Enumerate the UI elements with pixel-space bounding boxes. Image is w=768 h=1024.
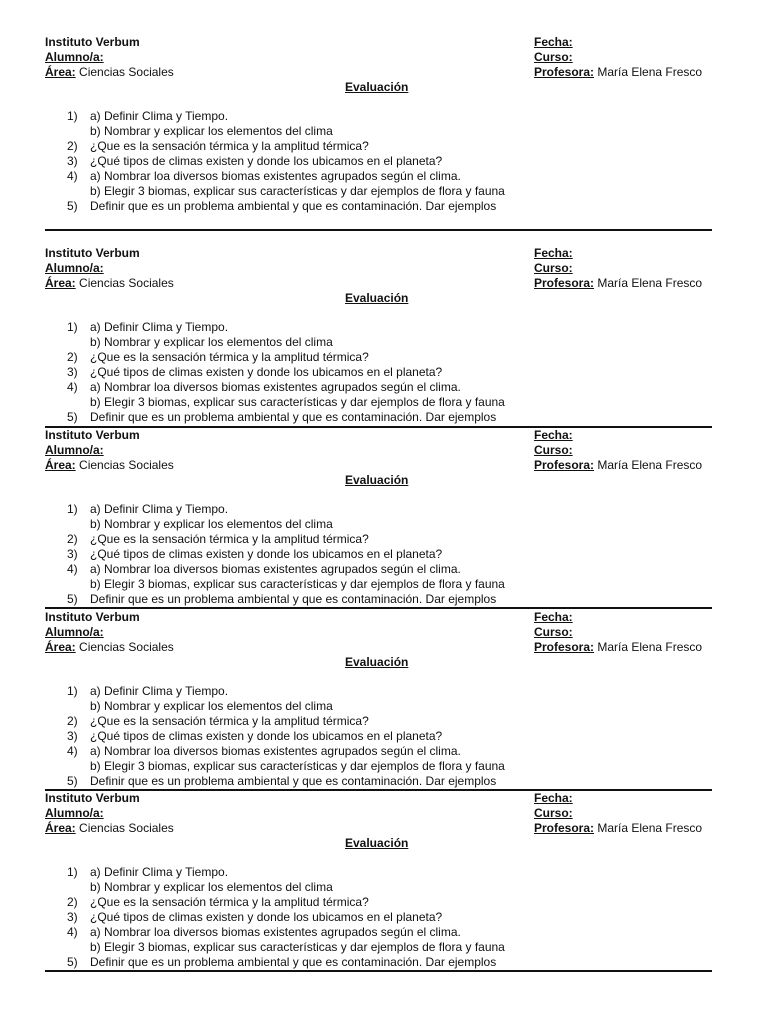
curso-label: Curso: [534,261,573,275]
list-item [45,395,712,410]
question-2: ¿Que es la sensación térmica y la amplitud térmica? [90,139,369,153]
evaluation-title: Evaluación [345,473,409,487]
list-item [45,880,712,895]
list-item: 1) a) Definir Clima y Tiempo. [67,502,229,516]
list-item [45,335,712,350]
question-2: ¿Que es la sensación térmica y la amplitud térmica? [90,532,369,546]
exam-block-5 [45,791,712,970]
list-item: 5) Definir que es un problema ambiental y que es contaminación. Dar ejemplos [67,592,497,606]
list-item: 2) ¿Que es la sensación térmica y la amplitud térmica? [67,139,369,153]
profesora-line [534,640,702,655]
profesora-line [534,65,702,80]
fecha-label: Fecha: [534,791,573,805]
question-list [45,502,712,607]
divider [45,970,712,972]
curso-label: Curso: [534,443,573,457]
list-item: 2) ¿Que es la sensación térmica y la amplitud térmica? [67,532,369,546]
area-label: Área: [45,65,76,79]
question-1b: b) Nombrar y explicar los elementos del clima [90,699,333,713]
question-5: Definir que es un problema ambiental y que es contaminación. Dar ejemplos [90,199,497,213]
list-item [45,759,712,774]
profesora-value: María Elena Fresco [597,458,703,472]
list-item: 4) a) Nombrar loa diversos biomas existentes agrupados según el clima. [67,169,461,183]
area-label: Área: [45,276,76,290]
exam-block-2 [45,246,712,425]
question-1b: b) Nombrar y explicar los elementos del clima [90,124,333,138]
question-2: ¿Que es la sensación térmica y la amplitud térmica? [90,895,369,909]
fecha-label: Fecha: [534,610,573,624]
alumno-label: Alumno/a: [45,443,104,457]
question-1a: a) Definir Clima y Tiempo. [90,502,229,516]
list-item: 4) a) Nombrar loa diversos biomas existentes agrupados según el clima. [67,744,461,758]
question-3: ¿Qué tipos de climas existen y donde los ubicamos en el planeta? [90,910,443,924]
institute-name: Instituto Verbum [45,428,140,442]
question-5: Definir que es un problema ambiental y que es contaminación. Dar ejemplos [90,955,497,969]
exam-block-3 [45,428,712,607]
profesora-label: Profesora: [534,640,595,654]
list-item [45,577,712,592]
curso-label: Curso: [534,50,573,64]
list-item: 2) ¿Que es la sensación térmica y la amplitud térmica? [67,350,369,364]
list-item: 2) ¿Que es la sensación térmica y la amplitud térmica? [67,895,369,909]
list-item: 4) a) Nombrar loa diversos biomas existentes agrupados según el clima. [67,380,461,394]
profesora-label: Profesora: [534,276,595,290]
profesora-value: María Elena Fresco [597,821,703,835]
profesora-value: María Elena Fresco [597,276,703,290]
alumno-label: Alumno/a: [45,625,104,639]
curso-label: Curso: [534,806,573,820]
question-1a: a) Definir Clima y Tiempo. [90,684,229,698]
list-item [45,184,712,199]
question-4a: a) Nombrar loa diversos biomas existentes agrupados según el clima. [90,169,461,183]
list-item [45,940,712,955]
area-line [45,640,174,655]
divider [45,607,712,609]
question-4b: b) Elegir 3 biomas, explicar sus características y dar ejemplos de flora y fauna [90,577,505,591]
profesora-label: Profesora: [534,821,595,835]
fecha-label: Fecha: [534,428,573,442]
institute-name: Instituto Verbum [45,791,140,805]
question-1a: a) Definir Clima y Tiempo. [90,320,229,334]
profesora-line [534,821,702,836]
profesora-value: María Elena Fresco [597,640,703,654]
evaluation-title: Evaluación [345,836,409,850]
list-item: 3) ¿Qué tipos de climas existen y donde los ubicamos en el planeta? [67,910,443,924]
area-value: Ciencias Sociales [79,458,174,472]
question-3: ¿Qué tipos de climas existen y donde los ubicamos en el planeta? [90,547,443,561]
list-item [45,124,712,139]
question-5: Definir que es un problema ambiental y que es contaminación. Dar ejemplos [90,592,497,606]
question-4b: b) Elegir 3 biomas, explicar sus características y dar ejemplos de flora y fauna [90,184,505,198]
question-list [45,320,712,425]
question-4a: a) Nombrar loa diversos biomas existentes agrupados según el clima. [90,744,461,758]
exam-block-4 [45,610,712,789]
profesora-value: María Elena Fresco [597,65,703,79]
question-5: Definir que es un problema ambiental y que es contaminación. Dar ejemplos [90,774,497,788]
list-item: 5) Definir que es un problema ambiental y que es contaminación. Dar ejemplos [67,410,497,424]
area-line [45,458,174,473]
question-1a: a) Definir Clima y Tiempo. [90,865,229,879]
list-item: 1) a) Definir Clima y Tiempo. [67,320,229,334]
list-item: 3) ¿Qué tipos de climas existen y donde los ubicamos en el planeta? [67,547,443,561]
question-1a: a) Definir Clima y Tiempo. [90,109,229,123]
question-list [45,684,712,789]
question-5: Definir que es un problema ambiental y que es contaminación. Dar ejemplos [90,410,497,424]
area-label: Área: [45,458,76,472]
question-3: ¿Qué tipos de climas existen y donde los ubicamos en el planeta? [90,154,443,168]
question-4a: a) Nombrar loa diversos biomas existentes agrupados según el clima. [90,562,461,576]
exam-block-1 [45,35,712,214]
list-item [45,517,712,532]
institute-name: Instituto Verbum [45,246,140,260]
area-line [45,821,174,836]
list-item: 1) a) Definir Clima y Tiempo. [67,109,229,123]
question-list [45,109,712,214]
list-item: 1) a) Definir Clima y Tiempo. [67,865,229,879]
alumno-label: Alumno/a: [45,806,104,820]
divider [45,229,712,231]
area-value: Ciencias Sociales [79,640,174,654]
area-line [45,65,174,80]
list-item [45,699,712,714]
list-item: 3) ¿Qué tipos de climas existen y donde los ubicamos en el planeta? [67,729,443,743]
area-label: Área: [45,640,76,654]
evaluation-title: Evaluación [345,291,409,305]
question-4b: b) Elegir 3 biomas, explicar sus características y dar ejemplos de flora y fauna [90,759,505,773]
question-3: ¿Qué tipos de climas existen y donde los ubicamos en el planeta? [90,729,443,743]
list-item: 4) a) Nombrar loa diversos biomas existentes agrupados según el clima. [67,562,461,576]
list-item: 4) a) Nombrar loa diversos biomas existentes agrupados según el clima. [67,925,461,939]
list-item: 2) ¿Que es la sensación térmica y la amplitud térmica? [67,714,369,728]
profesora-line [534,276,702,291]
question-1b: b) Nombrar y explicar los elementos del clima [90,335,333,349]
question-1b: b) Nombrar y explicar los elementos del clima [90,517,333,531]
profesora-line [534,458,702,473]
question-4b: b) Elegir 3 biomas, explicar sus características y dar ejemplos de flora y fauna [90,395,505,409]
list-item: 3) ¿Qué tipos de climas existen y donde los ubicamos en el planeta? [67,154,443,168]
profesora-label: Profesora: [534,458,595,472]
question-4a: a) Nombrar loa diversos biomas existentes agrupados según el clima. [90,925,461,939]
list-item: 5) Definir que es un problema ambiental y que es contaminación. Dar ejemplos [67,199,497,213]
area-label: Área: [45,821,76,835]
area-value: Ciencias Sociales [79,65,174,79]
area-line [45,276,174,291]
fecha-label: Fecha: [534,246,573,260]
list-item: 1) a) Definir Clima y Tiempo. [67,684,229,698]
list-item: 5) Definir que es un problema ambiental y que es contaminación. Dar ejemplos [67,955,497,969]
area-value: Ciencias Sociales [79,821,174,835]
question-4a: a) Nombrar loa diversos biomas existentes agrupados según el clima. [90,380,461,394]
alumno-label: Alumno/a: [45,50,104,64]
question-3: ¿Qué tipos de climas existen y donde los ubicamos en el planeta? [90,365,443,379]
area-value: Ciencias Sociales [79,276,174,290]
fecha-label: Fecha: [534,35,573,49]
question-1b: b) Nombrar y explicar los elementos del clima [90,880,333,894]
institute-name: Instituto Verbum [45,35,140,49]
list-item: 5) Definir que es un problema ambiental y que es contaminación. Dar ejemplos [67,774,497,788]
curso-label: Curso: [534,625,573,639]
institute-name: Instituto Verbum [45,610,140,624]
question-list [45,865,712,970]
question-4b: b) Elegir 3 biomas, explicar sus características y dar ejemplos de flora y fauna [90,940,505,954]
alumno-label: Alumno/a: [45,261,104,275]
evaluation-title: Evaluación [345,655,409,669]
profesora-label: Profesora: [534,65,595,79]
list-item: 3) ¿Qué tipos de climas existen y donde los ubicamos en el planeta? [67,365,443,379]
question-2: ¿Que es la sensación térmica y la amplitud térmica? [90,714,369,728]
question-2: ¿Que es la sensación térmica y la amplitud térmica? [90,350,369,364]
evaluation-title: Evaluación [345,80,409,94]
